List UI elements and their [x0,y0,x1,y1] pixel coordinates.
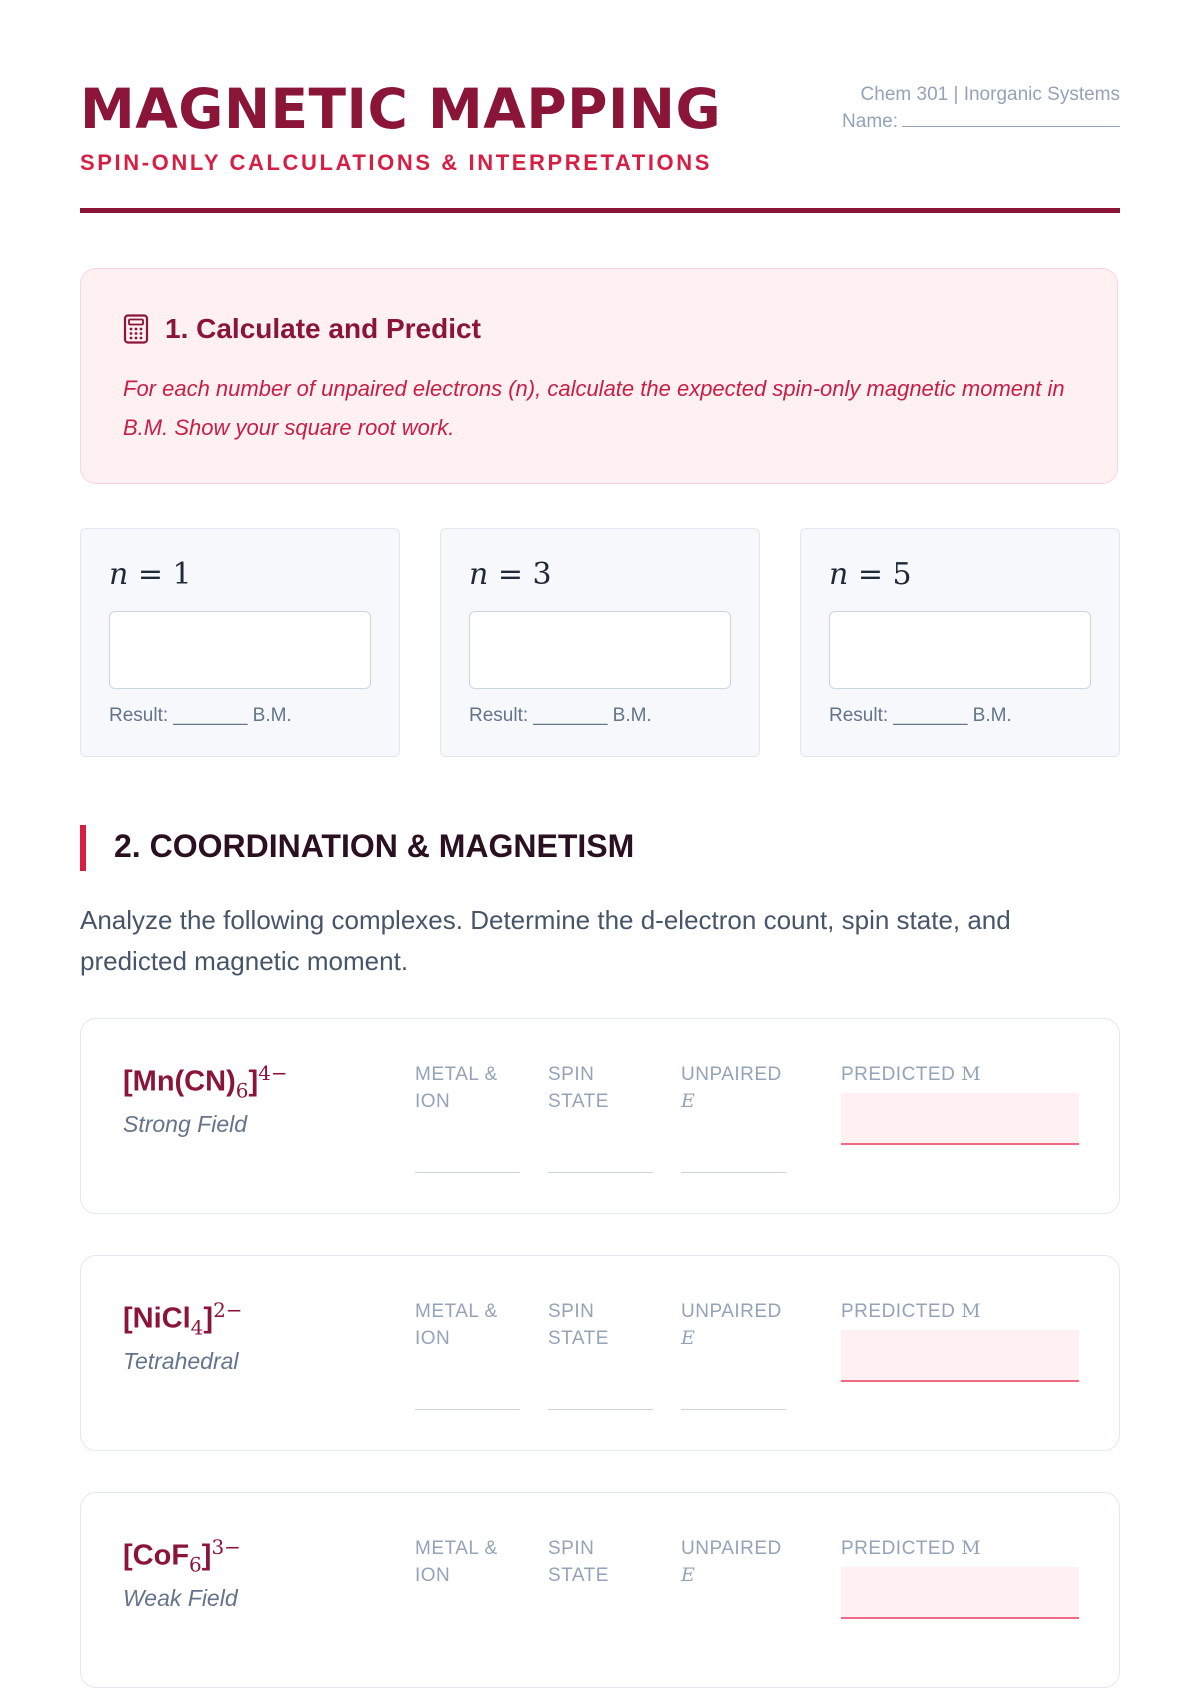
column-metal-ion: METAL & ION [415,1064,498,1112]
calc-card-label: n = 1 [109,557,192,592]
predicted-moment-input[interactable] [841,1567,1079,1619]
unpaired-answer-line[interactable] [681,1172,786,1173]
name-row [842,108,1120,135]
column-unpaired: UNPAIRED E [681,1538,782,1586]
calc-work-input[interactable] [109,611,371,689]
section-coordination-description: Analyze the following complexes. Determine the d-electron count, spin state, and predicted magnetic moment. [80,905,1011,976]
calc-result-line: Result: _______ B.M. [829,705,1012,726]
calc-card-n3 [440,528,760,757]
section-calculate-instructions: For each number of unpaired electrons (n), calculate the expected spin-only magnetic moment in B.M. Show your square root work. [123,376,1065,440]
calc-card-label: n = 5 [829,557,912,592]
spin-state-answer-line[interactable] [548,1409,653,1410]
complex-field-note: Weak Field [123,1585,238,1611]
complex-card-co [80,1492,1120,1688]
column-spin-state: SPIN STATE [548,1538,609,1586]
complex-card-mn [80,1018,1120,1214]
calc-result-line: Result: _______ B.M. [109,705,292,726]
calc-card-n1 [80,528,400,757]
worksheet-page [80,0,1120,1611]
complex-field-note: Tetrahedral [123,1348,239,1374]
section-coordination-title: 2. COORDINATION & MAGNETISM [114,828,635,864]
column-unpaired: UNPAIRED E [681,1064,782,1112]
column-predicted: PREDICTED M [841,1537,982,1559]
complex-formula: $[CoF_6]^{3-}$ [123,1535,241,1577]
column-metal-ion: METAL & ION [415,1538,498,1586]
calc-card-label: n = 3 [469,557,552,592]
complex-formula: $[Mn(CN)_6]^{4-}$ [123,1061,288,1103]
calc-result-line: Result: _______ B.M. [469,705,652,726]
name-field[interactable] [902,108,1120,127]
calc-work-input[interactable] [469,611,731,689]
column-predicted: PREDICTED M [841,1300,982,1322]
header-divider [80,208,1120,213]
section-calculate-panel [80,268,1118,484]
column-unpaired: UNPAIRED E [681,1301,782,1349]
calc-work-input[interactable] [829,611,1091,689]
unpaired-answer-line[interactable] [681,1409,786,1410]
course-label: Chem 301 | Inorganic Systems [860,84,1120,105]
column-spin-state: SPIN STATE [548,1301,609,1349]
predicted-moment-input[interactable] [841,1093,1079,1145]
predicted-moment-input[interactable] [841,1330,1079,1382]
calc-card-n5 [800,528,1120,757]
worksheet-header [80,0,1120,215]
complex-card-ni [80,1255,1120,1451]
metal-ion-answer-line[interactable] [415,1409,520,1410]
column-predicted: PREDICTED M [841,1063,982,1085]
column-metal-ion: METAL & ION [415,1301,498,1349]
complex-field-note: Strong Field [123,1111,248,1137]
metal-ion-answer-line[interactable] [415,1172,520,1173]
name-label: Name: [842,111,898,132]
calculator-icon [123,314,149,344]
section-calculate-heading [123,313,481,345]
column-spin-state: SPIN STATE [548,1064,609,1112]
section-calculate-title: 1. Calculate and Predict [165,313,481,344]
page-title: MAGNETIC MAPPING [80,77,722,141]
complex-formula: [NiCl$_4$]$^{2-}$ [123,1298,243,1340]
spin-state-answer-line[interactable] [548,1172,653,1173]
section-accent-bar [80,825,86,871]
course-meta [842,81,1120,135]
page-subtitle: SPIN-ONLY CALCULATIONS & INTERPRETATIONS [80,150,713,175]
